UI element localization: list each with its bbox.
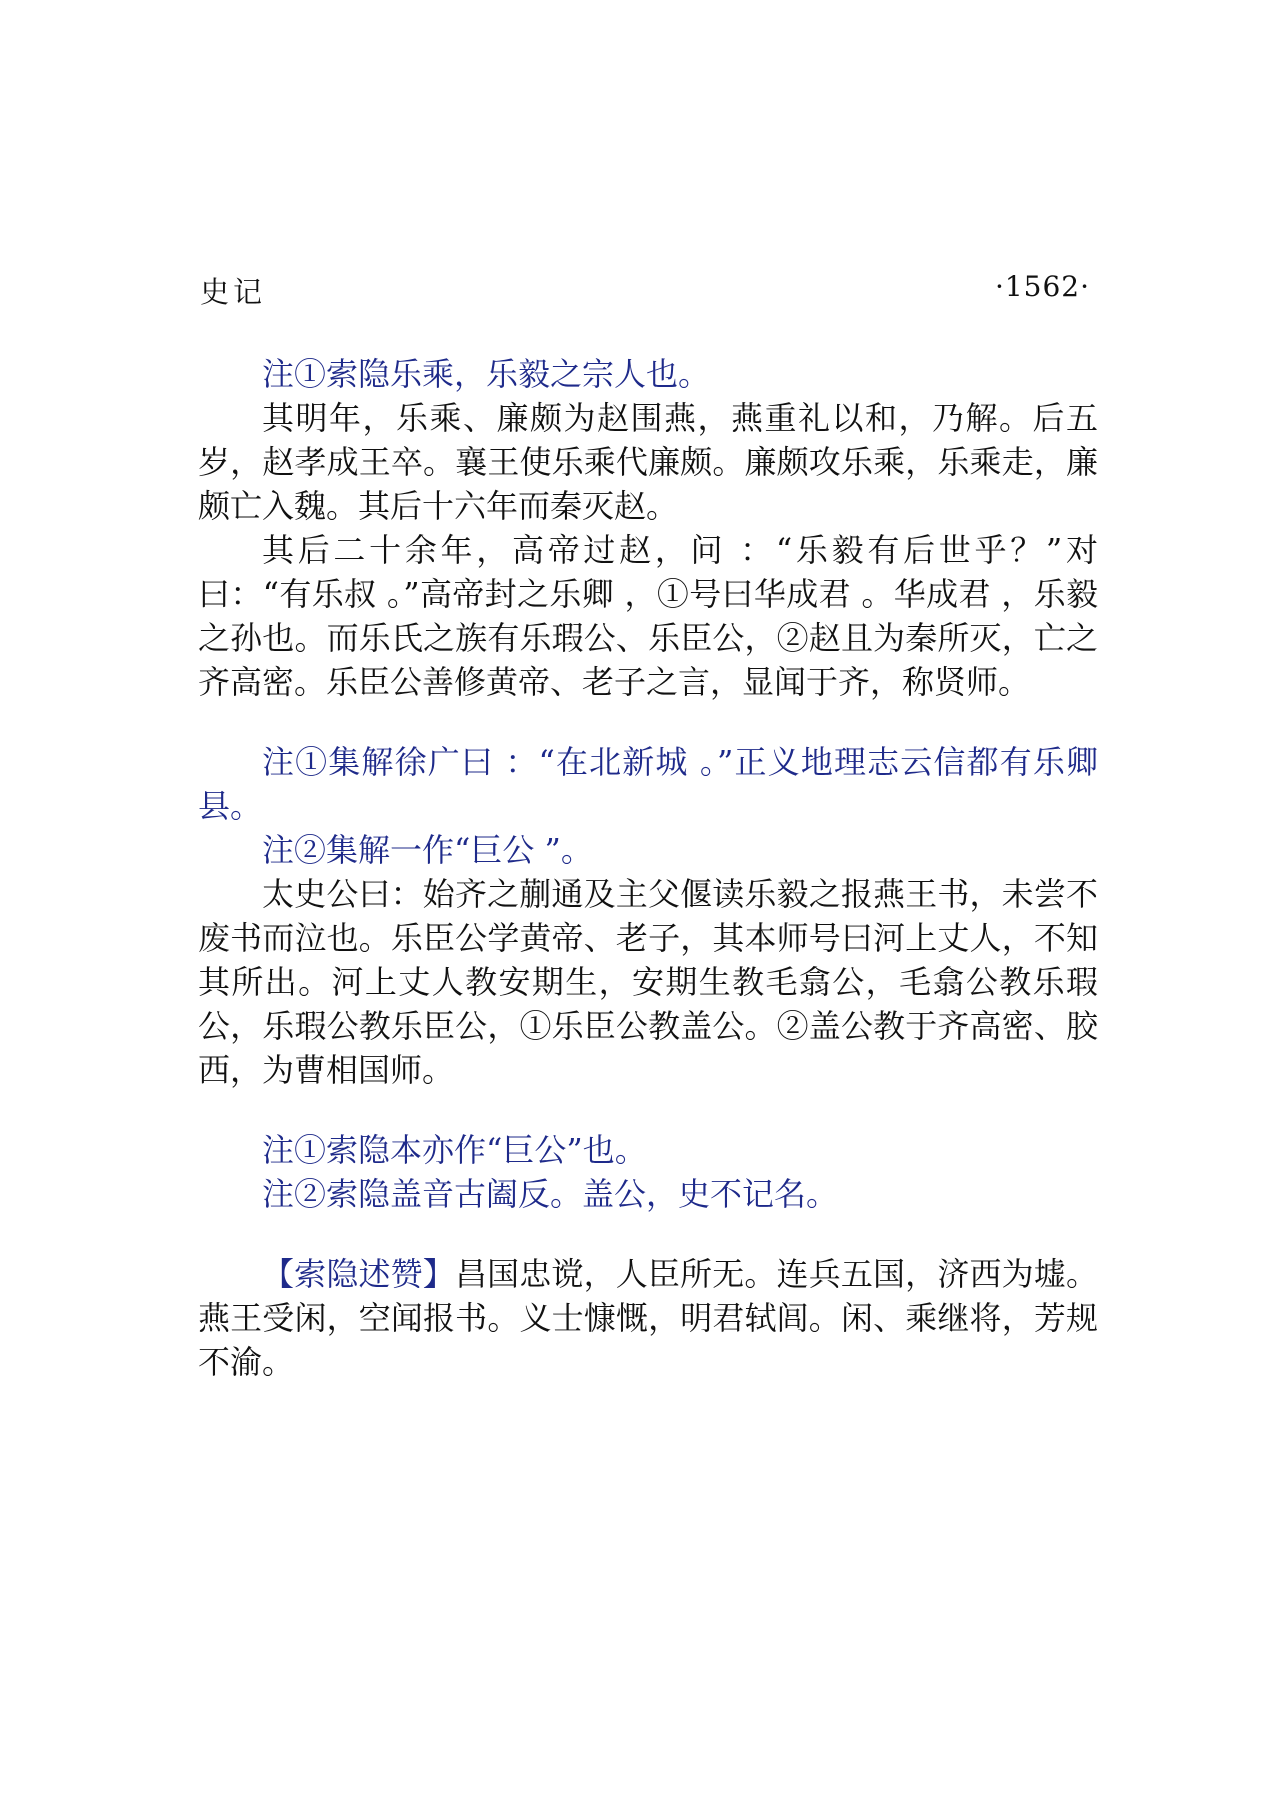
annotation-note: 注①索隐乐乘，乐毅之宗人也。	[262, 355, 711, 393]
spacer	[198, 704, 1098, 740]
body-paragraph: 其明年，乐乘、廉颇为赵围燕，燕重礼以和，乃解。后五岁，赵孝成王卒。襄王使乐乘代廉颇。廉颇攻乐乘，乐乘走，廉颇亡入魏。其后十六年而秦灭赵。	[198, 399, 1098, 525]
page-number: ·1562·	[994, 270, 1090, 303]
annotation-note: 注②集解一作“巨公 ”。	[262, 831, 593, 869]
book-title: 史记	[200, 275, 267, 309]
zan-label: 【索隐述赞】	[262, 1255, 455, 1293]
body-paragraph: 其后二十余年，高帝过赵，问 ：“乐毅有后世乎？”对曰：“有乐叔 。”高帝封之乐卿 ，①号曰华成君 。华成君 ，乐毅之孙也。而乐氏之族有乐瑕公、乐臣公，②赵且为秦所灭，亡之齐高密。乐臣公善修黄帝、老子之言，显闻于齐，称贤师。	[198, 531, 1098, 701]
annotation-note: 注②索隐盖音古阖反。盖公，史不记名。	[262, 1175, 839, 1213]
page-body	[198, 352, 1098, 1384]
annotation-note: 注①索隐本亦作“巨公”也。	[262, 1131, 647, 1169]
annotation-note: 注①集解徐广曰 ：“在北新城 。”正义地理志云信都有乐卿县。	[198, 743, 1098, 825]
spacer	[198, 1092, 1098, 1128]
spacer	[198, 1216, 1098, 1252]
zan-text: 昌国忠谠，人臣所无。连兵五国，济西为墟。燕王受闲，空闻报书。义士慷慨，明君轼闾。闲、乘继将，芳规不渝。	[198, 1255, 1098, 1381]
body-paragraph: 太史公曰：始齐之蒯通及主父偃读乐毅之报燕王书，未尝不废书而泣也。乐臣公学黄帝、老子，其本师号曰河上丈人，不知其所出。河上丈人教安期生，安期生教毛翕公，毛翕公教乐瑕公，乐瑕公教乐臣公，①乐臣公教盖公。②盖公教于齐高密、胶西，为曹相国师。	[198, 875, 1098, 1089]
zan-paragraph	[198, 1252, 1098, 1384]
page-header	[200, 270, 1090, 310]
